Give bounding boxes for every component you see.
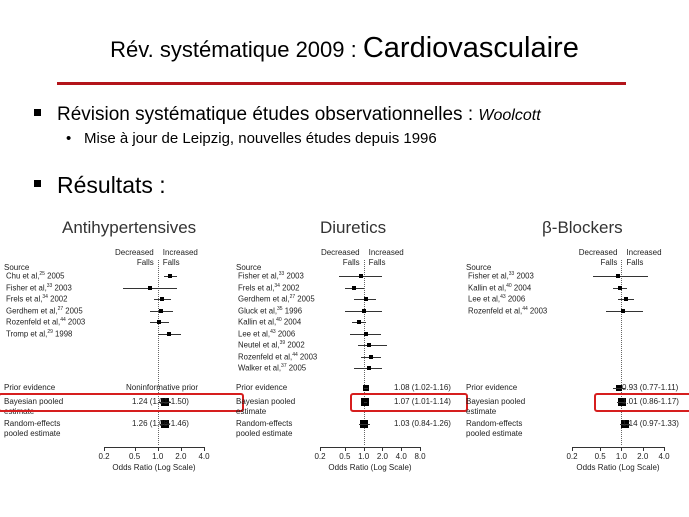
x-axis-tick-label: 1.0 xyxy=(152,452,164,461)
study-point xyxy=(168,274,172,278)
bullet-revision xyxy=(34,104,541,126)
study-label: Walker et al,$^{37}$ 2005 xyxy=(238,363,307,373)
study-label: Frels et al,$^{34}$ 2002 xyxy=(6,294,68,304)
study-label: Gerdhem et al,$^{27}$ 2005 xyxy=(238,294,315,304)
x-axis-title: Odds Ratio (Log Scale) xyxy=(112,463,196,472)
study-label: Frels et al,$^{34}$ 2002 xyxy=(238,282,300,293)
x-axis-tick-label: 0.2 xyxy=(98,452,110,461)
header-decreased: Decreased Falls xyxy=(578,248,618,267)
study-label: Kallin et al,$^{40}$ 2004 xyxy=(468,282,532,293)
x-axis-tick-label: 2.0 xyxy=(376,452,388,461)
random-effects-ci-line xyxy=(359,424,370,425)
chart-title: Diuretics xyxy=(320,218,387,237)
sub-bullet-leipzig xyxy=(66,130,437,147)
header-decreased: Decreased Falls xyxy=(115,248,154,267)
study-label: Lee et al,$^{43}$ 2006 xyxy=(238,328,296,339)
header-increased: Increased Falls xyxy=(368,248,404,267)
slide-title xyxy=(0,32,689,65)
study-point xyxy=(369,355,373,359)
x-axis-tick xyxy=(643,447,644,451)
x-axis-tick xyxy=(345,447,346,451)
bayesian-pooled-label: Bayesian pooled estimate xyxy=(466,397,526,416)
title-underline xyxy=(57,82,626,85)
prior-ci-line xyxy=(364,388,367,389)
random-effects-value: 1.03 (0.84-1.26) xyxy=(394,419,451,428)
x-axis-tick-label: 1.0 xyxy=(615,452,627,461)
study-label: Lee et al,$^{43}$ 2006 xyxy=(468,294,526,304)
x-axis-tick xyxy=(621,447,622,451)
prior-evidence-label: Prior evidence xyxy=(4,383,56,392)
random-effects-label: Random-effects pooled estimate xyxy=(4,419,61,438)
bullet-revision-text: Révision systématique études observationnelles : xyxy=(57,104,479,125)
x-axis-tick xyxy=(135,447,136,451)
forest-plot-beta-blockers xyxy=(462,210,687,480)
study-label: Fisher et al,$^{33}$ 2003 xyxy=(238,271,304,281)
x-axis-tick xyxy=(181,447,182,451)
forest-plot-antihypertensives xyxy=(0,210,225,480)
x-axis-tick-label: 4.0 xyxy=(395,452,407,461)
forest-plot-diuretics xyxy=(232,210,457,480)
source-label: Source xyxy=(236,263,262,272)
study-label: Gerdhem et al,$^{27}$ 2005 xyxy=(6,305,83,316)
x-axis-tick-label: 1.0 xyxy=(358,452,370,461)
x-axis-tick-label: 4.0 xyxy=(658,452,670,461)
x-axis-tick xyxy=(204,447,205,451)
chart-title: Antihypertensives xyxy=(62,218,197,237)
x-axis-tick-label: 2.0 xyxy=(637,452,649,461)
header-increased: Increased Falls xyxy=(626,248,662,267)
study-label: Rozenfeld et al,$^{44}$ 2003 xyxy=(468,305,548,316)
study-label: Chu et al,$^{25}$ 2005 xyxy=(6,271,65,281)
study-point xyxy=(160,297,164,301)
x-axis-tick-label: 4.0 xyxy=(198,452,210,461)
x-axis-tick-label: 0.2 xyxy=(566,452,578,461)
prior-estimate-value: 1.08 (1.02-1.16) xyxy=(394,383,451,392)
title-main: Cardiovasculaire xyxy=(362,32,579,64)
header-increased: Increased Falls xyxy=(162,248,198,267)
prior-estimate-value: 0.93 (0.77-1.11) xyxy=(622,383,679,392)
sub-bullet-text: Mise à jour de Leipzig, nouvelles études depuis 1996 xyxy=(84,130,437,147)
study-point xyxy=(167,332,171,336)
bayesian-estimate-value: 1.01 (0.86-1.17) xyxy=(622,397,679,406)
x-axis-title: Odds Ratio (Log Scale) xyxy=(328,463,412,472)
bullet-resultats-text: Résultats : xyxy=(57,172,166,198)
x-axis-title: Odds Ratio (Log Scale) xyxy=(576,463,660,472)
square-bullet-icon xyxy=(34,109,41,116)
x-axis-tick-label: 8.0 xyxy=(414,452,426,461)
study-point xyxy=(159,309,163,313)
study-point xyxy=(157,320,161,324)
x-axis-tick-label: 2.0 xyxy=(175,452,187,461)
study-label: Fisher et al,$^{33}$ 2003 xyxy=(468,271,534,281)
x-axis-tick xyxy=(664,447,665,451)
header-decreased: Decreased Falls xyxy=(320,248,360,267)
study-label: Gluck et al,$^{35}$ 1996 xyxy=(238,305,303,316)
x-axis-tick xyxy=(364,447,365,451)
study-point xyxy=(618,286,622,290)
x-axis-tick-label: 0.5 xyxy=(339,452,351,461)
bayesian-pooled-label: Bayesian pooled estimate xyxy=(236,397,296,416)
x-axis-tick xyxy=(320,447,321,451)
source-label: Source xyxy=(466,263,492,272)
study-ci-line xyxy=(358,345,388,346)
x-axis-tick xyxy=(382,447,383,451)
bayesian-highlight-box xyxy=(0,393,244,412)
title-prefix: Rév. systématique 2009 : xyxy=(110,37,363,62)
study-ci-line xyxy=(593,276,648,277)
study-label: Tromp et al,$^{29}$ 1998 xyxy=(6,328,73,339)
x-axis-tick xyxy=(158,447,159,451)
random-effects-value: 1.14 (0.97-1.33) xyxy=(622,419,679,428)
study-point xyxy=(616,274,620,278)
study-point xyxy=(359,274,363,278)
x-axis-tick xyxy=(572,447,573,451)
square-bullet-icon xyxy=(34,180,41,187)
x-axis-tick xyxy=(600,447,601,451)
random-effects-value: 1.26 (1.08-1.46) xyxy=(132,419,189,428)
bayesian-highlight-box xyxy=(594,393,689,412)
x-axis-tick xyxy=(420,447,421,451)
x-axis-tick xyxy=(104,447,105,451)
study-point xyxy=(362,309,366,313)
random-effects-label: Random-effects pooled estimate xyxy=(236,419,293,438)
study-point xyxy=(364,297,368,301)
study-label: Fisher et al,$^{33}$ 2003 xyxy=(6,282,72,293)
x-axis-line xyxy=(104,447,204,448)
source-label: Source xyxy=(4,263,30,272)
x-axis-tick xyxy=(401,447,402,451)
x-axis-tick-label: 0.5 xyxy=(129,452,141,461)
study-label: Kallin et al,$^{40}$ 2004 xyxy=(238,317,302,327)
bayesian-highlight-box xyxy=(350,393,468,412)
study-point xyxy=(148,286,152,290)
chart-title: β-Blockers xyxy=(542,218,623,237)
dot-bullet-icon: • xyxy=(66,130,72,147)
bayesian-estimate-value: 1.24 (1.01-1.50) xyxy=(132,397,189,406)
study-label: Rozenfeld et al,$^{44}$ 2003 xyxy=(238,351,318,362)
null-reference-line xyxy=(364,260,365,445)
study-point xyxy=(357,320,361,324)
study-label: Rozenfeld et al,$^{44}$ 2003 xyxy=(6,317,86,327)
study-point xyxy=(352,286,356,290)
x-axis-tick-label: 0.5 xyxy=(594,452,606,461)
study-point xyxy=(367,343,371,347)
x-axis-line xyxy=(572,447,664,448)
study-point xyxy=(367,366,371,370)
study-label: Neutel et al,$^{39}$ 2002 xyxy=(238,340,305,350)
prior-evidence-label: Prior evidence xyxy=(466,383,518,392)
bullet-revision-author: Woolcott xyxy=(478,107,541,124)
noninformative-prior-text: Noninformative prior xyxy=(126,383,199,392)
study-point xyxy=(364,332,368,336)
prior-evidence-label: Prior evidence xyxy=(236,383,288,392)
study-point xyxy=(621,309,625,313)
study-point xyxy=(624,297,628,301)
bullet-resultats xyxy=(34,172,166,199)
x-axis-tick-label: 0.2 xyxy=(314,452,326,461)
random-effects-label: Random-effects pooled estimate xyxy=(466,419,523,438)
x-axis-line xyxy=(320,447,420,448)
bayesian-pooled-label: Bayesian pooled estimate xyxy=(4,397,64,416)
bayesian-estimate-value: 1.07 (1.01-1.14) xyxy=(394,397,451,406)
